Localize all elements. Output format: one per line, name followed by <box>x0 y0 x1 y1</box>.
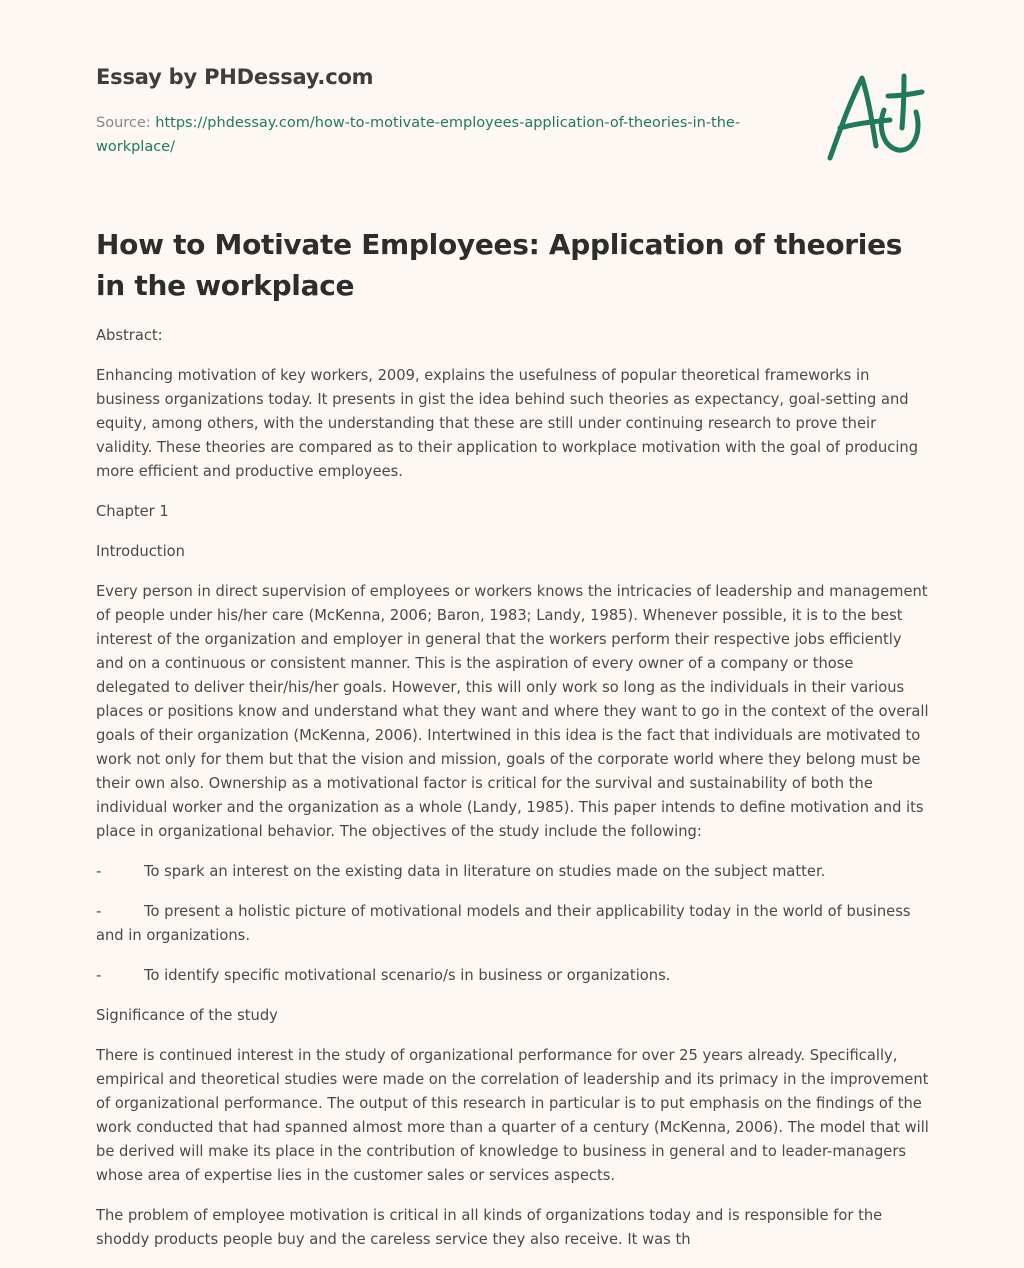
significance-heading: Significance of the study <box>96 1007 278 1024</box>
objective-item <box>96 900 932 948</box>
objective-text: To spark an interest on the existing data in literature on studies made on the subject matter. <box>144 863 826 880</box>
site-title: Essay by PHDessay.com <box>96 65 374 89</box>
bullet-dash: - <box>96 967 102 984</box>
objective-item <box>96 860 932 884</box>
abstract-paragraph: Enhancing motivation of key workers, 2009, explains the usefulness of popular theoretical frameworks in business organizations today. It presents in gist the idea behind such theories as expectancy, goal-setting and equity, among others, with the understanding that these are still under continuing research to prove their validity. These theories are compared as to their application to workplace motivation with the goal of producing more efficient and productive employees. <box>96 367 919 480</box>
essay-title: How to Motivate Employees: Application of theories in the workplace <box>96 228 903 302</box>
significance-paragraph: There is continued interest in the study of organizational performance for over 25 years already. Specifically, empirical and theoretical studies were made on the correlation of leadership and its primacy in the improvement of organizational performance. The output of this research in particular is to put emphasis on the findings of the work conducted that had spanned almost more than a quarter of a century (McKenna, 2006). The model that will be derived will make its place in the contribution of knowledge to business in general and to leader-managers whose area of expertise lies in the customer sales or services aspects. <box>96 1047 929 1184</box>
problem-paragraph: The problem of employee motivation is critical in all kinds of organizations today and is responsible for the shoddy products people buy and the careless service they also receive. It was th <box>96 1207 883 1248</box>
objective-text-wrap <box>96 900 932 948</box>
page-header <box>96 0 936 190</box>
objective-text: To present a holistic picture of motivational models and their applicability today in the world of business and in organizations. <box>96 903 911 944</box>
a-plus-logo-icon <box>820 66 930 166</box>
objective-text: To identify specific motivational scenario/s in business or organizations. <box>144 967 671 984</box>
introduction-heading: Introduction <box>96 543 185 560</box>
source-label: Source: <box>96 115 156 131</box>
source-link[interactable]: https://phdessay.com/how-to-motivate-employees-application-of-theories-in-the-workplace/ <box>96 115 741 155</box>
bullet-dash: - <box>96 903 102 920</box>
objective-item <box>96 964 932 988</box>
source-line <box>96 111 746 159</box>
abstract-heading: Abstract: <box>96 327 163 344</box>
essay-body <box>96 324 932 1268</box>
bullet-dash: - <box>96 863 102 880</box>
chapter-heading: Chapter 1 <box>96 503 169 520</box>
essay-page <box>96 0 936 1248</box>
introduction-paragraph: Every person in direct supervision of employees or workers knows the intricacies of leadership and management of people under his/her care (McKenna, 2006; Baron, 1983; Landy, 1985). Whenever possible, it is to the best interest of the organization and employer in general that the workers perform their respective jobs efficiently and on a continuous or consistent manner. This is the aspiration of every owner of a company or those delegated to deliver their/his/her goals. However, this will only work so long as the individuals in their various places or positions know and understand what they want and where they want to go in the context of the overall goals of their organization (McKenna, 2006). Intertwined in this idea is the fact that individuals are motivated to work not only for them but that the vision and mission, goals of the corporate world where they belong must be their own also. Ownership as a motivational factor is critical for the survival and sustainability of both the individual worker and the organization as a whole (Landy, 1985). This paper intends to define motivation and its place in organizational behavior. The objectives of the study include the following: <box>96 583 929 840</box>
